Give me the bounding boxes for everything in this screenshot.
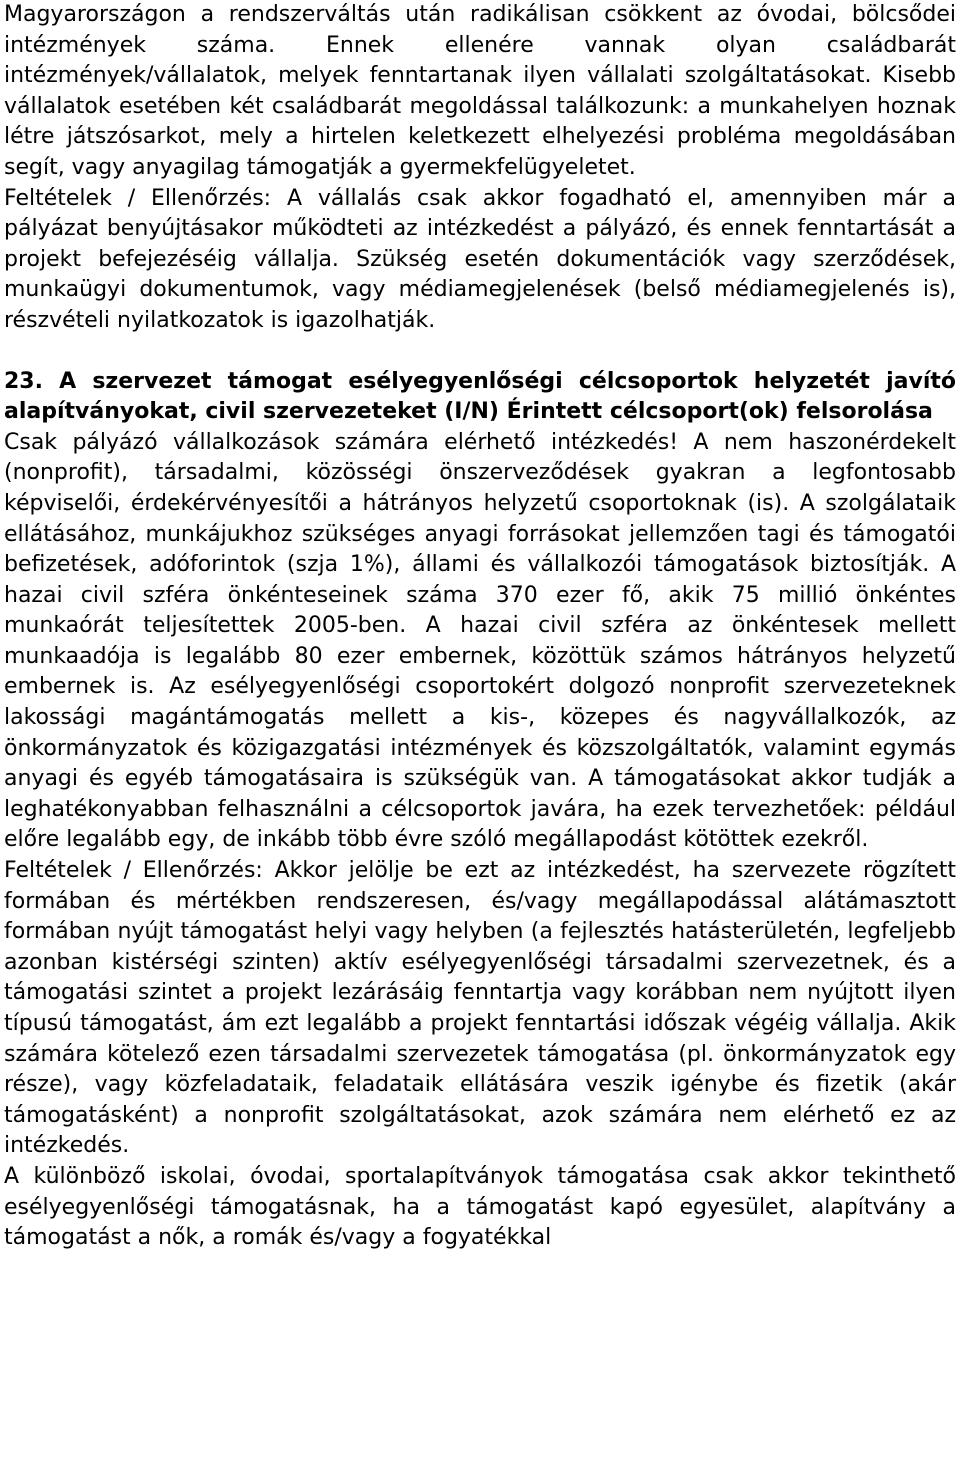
paragraph-childcare: Magyarországon a rendszerváltás után radikálisan csökkent az óvodai, bölcsődei intézmények száma. Ennek ellenére vannak olyan családbarát intézmények/vállalatok, melyek fenntartanak ilyen vállalati szolgáltatásokat. Kisebb vállalatok esetében két családbarát megoldással találkozunk: a munkahelyen hoznak létre játszósarkot, mely a hirtelen keletkezett elhelyezési probléma megoldásában segít, vagy anyagilag támogatják a gyermekfelügyeletet.: [4, 2, 956, 180]
paragraph-gap: [4, 337, 956, 367]
section-heading-23: 23. A szervezet támogat esélyegyenlőségi célcsoportok helyzetét javító alapítványokat, civil szervezeteket (I/N) Érintett célcsoport(ok) felsorolása: [4, 368, 956, 425]
paragraph-conditions-childcare: Feltételek / Ellenőrzés: A vállalás csak akkor fogadható el, amennyiben már a pályázat benyújtásakor működteti az intézkedést a pályázó, és ennek fenntartását a projekt befejezéséig vállalja. Szükség esetén dokumentációk vagy szerződések, munkaügyi dokumentumok, vagy médiamegjelenések (belső médiamegjelenés is), részvételi nyilatkozatok is igazolhatják.: [4, 185, 956, 333]
paragraph-conditions-nonprofit: Feltételek / Ellenőrzés: Akkor jelölje be ezt az intézkedést, ha szervezete rögzített formában és mértékben rendszeresen, és/vagy megállapodással alátámasztott formában nyújt támogatást helyi vagy helyben (a fejlesztés hatásterületén, legfeljebb azonban kistérségi szinten) aktív esélyegyenlőségi társadalmi szervezetnek, és a támogatási szintet a projekt lezárásáig fenntartja vagy korábban nem nyújtott ilyen típusú támogatást, ám ezt legalább a projekt fenntartási időszak végéig vállalja. Akik számára kötelező ezen társadalmi szervezetek támogatása (pl. önkormányzatok egy része), vagy közfeladataik, feladataik ellátására veszik igénybe és fizetik (akár támogatásként) a nonprofit szolgáltatásokat, azok számára nem elérhető ez az intézkedés.: [4, 858, 956, 1159]
paragraph-nonprofit-support: Csak pályázó vállalkozások számára elérhető intézkedés! A nem haszonérdekelt (nonprofit), társadalmi, közösségi önszerveződések gyakran a legfontosabb képviselői, érdekérvényesítői a hátrányos helyzetű csoportoknak (is). A szolgálataik ellátásához, munkájukhoz szükséges anyagi forrásokat jellemzően tagi és támogatói befizetések, adóforintok (szja 1%), állami és vállalkozói támogatások biztosítják. A hazai civil szféra önkénteseinek száma 370 ezer fő, akik 75 millió önkéntes munkaórát teljesítettek 2005-ben. A hazai civil szféra az önkéntesek mellett munkaadója is legalább 80 ezer embernek, közöttük számos hátrányos helyzetű embernek is. Az esélyegyenlőségi csoportokért dolgozó nonprofit szervezeteknek lakossági magántámogatás mellett a kis-, közepes és nagyvállalkozók, az önkormányzatok és közigazgatási intézmények és közszolgáltatók, valamint egymás anyagi és egyéb támogatásaira is szükségük van. A támogatásokat akkor tudják a leghatékonyabban felhasználni a célcsoportok javára, ha ezek tervezhetőek: például előre legalább egy, de inkább több évre szóló megállapodást kötöttek ezekről.: [4, 429, 956, 853]
paragraph-foundations: A különböző iskolai, óvodai, sportalapítványok támogatása csak akkor tekinthető esélyegyenlőségi támogatásnak, ha a támogatást kapó egyesület, alapítvány a támogatást a nők, a romák és/vagy a fogyatékkal: [4, 1163, 956, 1251]
